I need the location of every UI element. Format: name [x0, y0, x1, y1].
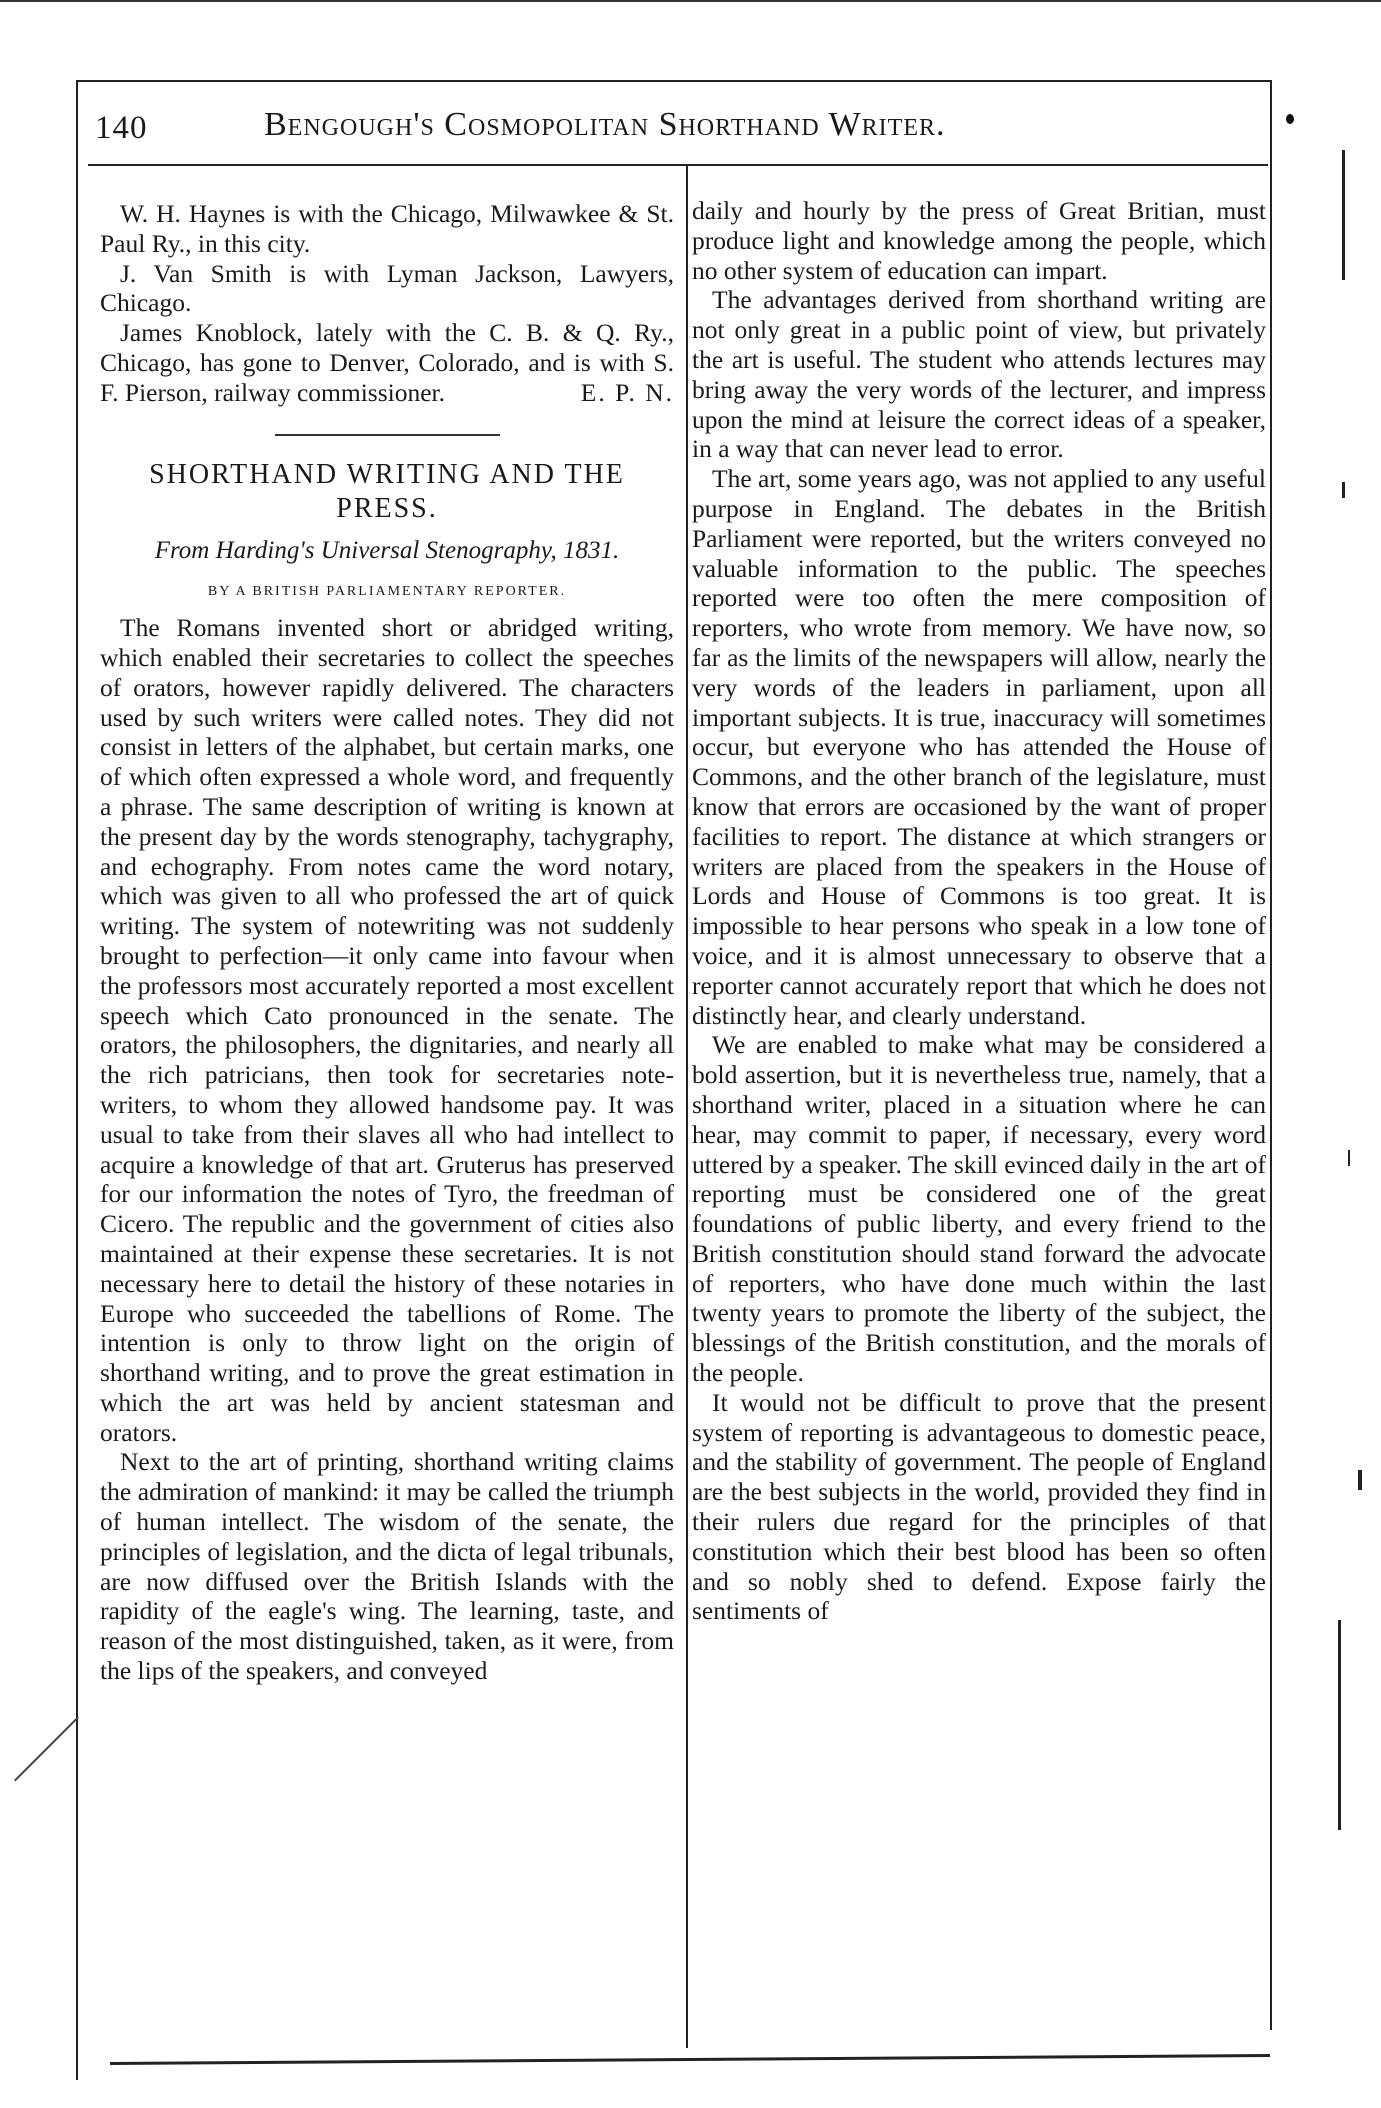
margin-dot — [1286, 114, 1294, 124]
article-paragraph: The advantages derived from shorthand writing are not only great in a public point of view, but privately the art is useful. The student who attends lectures may bring away the very words of the lecturer, and impress upon the mind at leisure the correct ideas of a speaker, in a way that can never lead to error. — [692, 285, 1266, 464]
article-source: From Harding's Universal Stenography, 1831. — [154, 536, 620, 564]
margin-mark — [1338, 1620, 1341, 1830]
frame-right-border — [1270, 80, 1272, 2030]
frame-bottom-border — [110, 2054, 1270, 2065]
left-column — [100, 199, 674, 1686]
article-paragraph: It would not be difficult to prove that the present system of reporting is advantageous to domestic peace, and the stability of government. The people of England are the best subjects in the world, provided they find in their rulers due regard for the principles of that constitution which their best blood has been so often and so nobly shed to defend. Expose fairly the sentiments of — [692, 1387, 1266, 1626]
margin-mark — [1342, 482, 1345, 498]
right-column — [692, 196, 1266, 1626]
personal-note-text: James Knoblock, lately with the C. B. & Q. Ry., Chicago, has gone to Denver, Colorado, and is with S. F. Pierson, railway commissioner. — [100, 318, 674, 407]
frame-top-border — [76, 80, 1272, 82]
header-rule — [88, 164, 1268, 166]
column-divider — [686, 166, 688, 2048]
personal-note: W. H. Haynes is with the Chicago, Milwawkee & St. Paul Ry., in this city. — [100, 199, 674, 258]
margin-mark — [1348, 1150, 1350, 1166]
margin-mark — [1358, 1470, 1362, 1490]
top-edge-rule — [0, 0, 1381, 2]
signature: E. P. N. — [580, 377, 674, 407]
article-paragraph: We are enabled to make what may be considered a bold assertion, but it is nevertheless true, namely, that a shorthand writer, placed in a situation where he can hear, may commit to paper, if necessary, every word uttered by a speaker. The skill evinced daily in the art of reporting must be considered one of the great foundations of public liberty, and every friend to the British constitution should stand forward the advocate of reporters, who have done much within the last twenty years to promote the liberty of the subject, the blessings of the British constitution, and the morals of the people. — [692, 1030, 1266, 1388]
article-paragraph: The Romans invented short or abridged writing, which enabled their secretaries to collect the speeches of orators, however rapidly delivered. The characters used by such writers were called notes. They did not consist in letters of the alphabet, but certain marks, one of which often expressed a whole word, and frequently a phrase. The same description of writing is known at the present day by the words stenography, tachygraphy, and echography. From notes came the word notary, which was given to all who professed the art of quick writing. The system of notewriting was not suddenly brought to perfection—it only came into favour when the professors most accurately reported a most excellent speech which Cato pronounced in the senate. The orators, the philosophers, the dignitaries, and nearly all the rich patricians, then took for secretaries note-writers, to whom they allowed handsome pay. It was usual to take from their slaves all who had intellect to acquire a knowledge of that art. Gruterus has preserved for our information the notes of Tyro, the freedman of Cicero. The republic and the government of cities also maintained at their expense these secretaries. It is not necessary here to detail the history of these notaries in Europe who succeeded the tabellions of Rome. The intention is only to throw light on the origin of shorthand writing, and to prove the great estimation in which the art was held by ancient statesman and orators. — [100, 613, 674, 1447]
article-paragraph: Next to the art of printing, shorthand writing claims the admiration of mankind: it may be called the triumph of human intellect. The wisdom of the senate, the principles of legislation, and the dicta of legal tribunals, are now diffused over the British Islands with the rapidity of the eagle's wing. The learning, taste, and reason of the most distinguished, taken, as it were, from the lips of the speakers, and conveyed — [100, 1447, 674, 1686]
article-paragraph: The art, some years ago, was not applied to any useful purpose in England. The debates in the British Parliament were reported, but the writers conveyed no valuable information to the public. The speeches reported were too often the mere composition of reporters, who wrote from memory. We have now, so far as the limits of the newspapers will allow, nearly the very words of the leaders in parliament, upon all important subjects. It is true, inaccuracy will sometimes occur, but everyone who has attended the House of Commons, and the other branch of the legislature, must know that errors are occasioned by the want of proper facilities to report. The distance at which strangers or writers are placed from the speakers in the House of Lords and House of Commons is too great. It is impossible to hear persons who speak in a low tone of voice, and it is almost unnecessary to observe that a reporter cannot accurately report that which he does not distinctly hear, and clearly understand. — [692, 464, 1266, 1030]
personal-note: J. Van Smith is with Lyman Jackson, Lawyers, Chicago. — [100, 258, 674, 318]
article-title: SHORTHAND WRITING AND THE PRESS. — [149, 458, 625, 524]
running-head: Bengough's Cosmopolitan Shorthand Writer. — [264, 106, 946, 143]
section-separator — [275, 434, 500, 436]
personal-note — [100, 318, 674, 407]
margin-pencil-stroke — [14, 1716, 79, 1781]
article-paragraph: daily and hourly by the press of Great Britian, must produce light and knowledge among the people, which no other system of education can impart. — [692, 196, 1266, 285]
frame-left-border — [76, 80, 78, 2080]
margin-mark — [1342, 150, 1345, 280]
page-number: 140 — [95, 110, 148, 146]
article-byline: BY A BRITISH PARLIAMENTARY REPORTER. — [207, 584, 567, 600]
